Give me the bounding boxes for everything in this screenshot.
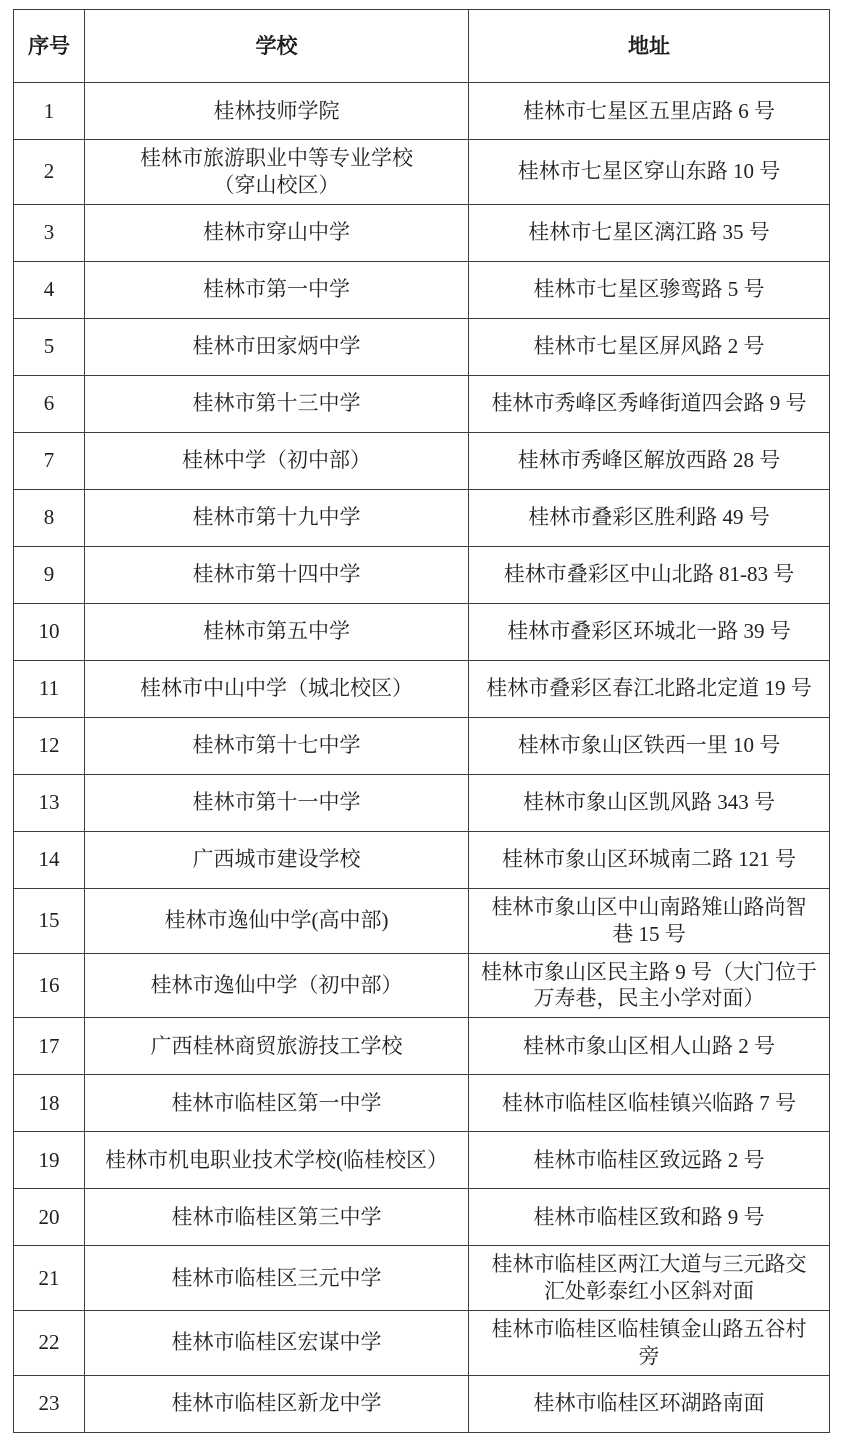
school-name: 桂林市第五中学 — [85, 603, 469, 660]
table-row — [14, 140, 830, 205]
school-address: 桂林市临桂区临桂镇金山路五谷村 旁 — [469, 1311, 830, 1376]
row-number: 12 — [14, 717, 85, 774]
school-name: 桂林技师学院 — [85, 83, 469, 140]
school-address: 桂林市七星区骖鸾路 5 号 — [469, 261, 830, 318]
school-address: 桂林市叠彩区胜利路 49 号 — [469, 489, 830, 546]
school-address: 桂林市叠彩区中山北路 81-83 号 — [469, 546, 830, 603]
school-address: 桂林市象山区相人山路 2 号 — [469, 1018, 830, 1075]
row-number: 5 — [14, 318, 85, 375]
school-address-table-container — [13, 9, 829, 1433]
school-address: 桂林市象山区民主路 9 号（大门位于 万寿巷，民主小学对面） — [469, 953, 830, 1018]
table-row — [14, 888, 830, 953]
school-name: 桂林市临桂区第一中学 — [85, 1075, 469, 1132]
school-name: 桂林市田家炳中学 — [85, 318, 469, 375]
row-number: 10 — [14, 603, 85, 660]
header-cell-school: 学校 — [85, 10, 469, 83]
school-name: 桂林中学（初中部） — [85, 432, 469, 489]
table-row — [14, 953, 830, 1018]
school-name: 桂林市机电职业技术学校(临桂校区） — [85, 1132, 469, 1189]
school-address: 桂林市七星区屏风路 2 号 — [469, 318, 830, 375]
row-number: 17 — [14, 1018, 85, 1075]
school-name: 桂林市中山中学（城北校区） — [85, 660, 469, 717]
school-address: 桂林市七星区五里店路 6 号 — [469, 83, 830, 140]
table-row — [14, 83, 830, 140]
row-number: 22 — [14, 1311, 85, 1376]
row-number: 19 — [14, 1132, 85, 1189]
table-row — [14, 1246, 830, 1311]
table-row — [14, 318, 830, 375]
row-number: 7 — [14, 432, 85, 489]
school-name: 桂林市临桂区宏谋中学 — [85, 1311, 469, 1376]
row-number: 3 — [14, 204, 85, 261]
row-number: 16 — [14, 953, 85, 1018]
school-name: 桂林市第十三中学 — [85, 375, 469, 432]
header-row — [14, 10, 830, 83]
row-number: 23 — [14, 1375, 85, 1432]
table-row — [14, 717, 830, 774]
row-number: 14 — [14, 831, 85, 888]
school-name: 桂林市穿山中学 — [85, 204, 469, 261]
row-number: 9 — [14, 546, 85, 603]
school-address: 桂林市秀峰区解放西路 28 号 — [469, 432, 830, 489]
school-address: 桂林市临桂区致远路 2 号 — [469, 1132, 830, 1189]
school-name: 桂林市旅游职业中等专业学校 （穿山校区） — [85, 140, 469, 205]
table-row — [14, 774, 830, 831]
table-row — [14, 375, 830, 432]
school-name: 桂林市逸仙中学(高中部) — [85, 888, 469, 953]
school-address: 桂林市七星区穿山东路 10 号 — [469, 140, 830, 205]
row-number: 6 — [14, 375, 85, 432]
school-name: 桂林市第十一中学 — [85, 774, 469, 831]
table-row — [14, 1075, 830, 1132]
school-name: 广西桂林商贸旅游技工学校 — [85, 1018, 469, 1075]
school-name: 桂林市第十九中学 — [85, 489, 469, 546]
row-number: 20 — [14, 1189, 85, 1246]
table-row — [14, 204, 830, 261]
table-row — [14, 603, 830, 660]
table-header — [14, 10, 830, 83]
school-address: 桂林市叠彩区春江北路北定道 19 号 — [469, 660, 830, 717]
row-number: 11 — [14, 660, 85, 717]
school-name: 桂林市第十七中学 — [85, 717, 469, 774]
table-row — [14, 1375, 830, 1432]
school-address: 桂林市临桂区两江大道与三元路交 汇处彰泰红小区斜对面 — [469, 1246, 830, 1311]
school-address: 桂林市临桂区临桂镇兴临路 7 号 — [469, 1075, 830, 1132]
school-address: 桂林市秀峰区秀峰街道四会路 9 号 — [469, 375, 830, 432]
table-row — [14, 1311, 830, 1376]
school-address: 桂林市象山区环城南二路 121 号 — [469, 831, 830, 888]
table-row — [14, 546, 830, 603]
table-row — [14, 660, 830, 717]
school-address: 桂林市七星区漓江路 35 号 — [469, 204, 830, 261]
school-address: 桂林市象山区凯风路 343 号 — [469, 774, 830, 831]
header-cell-address: 地址 — [469, 10, 830, 83]
row-number: 1 — [14, 83, 85, 140]
school-name: 桂林市临桂区三元中学 — [85, 1246, 469, 1311]
row-number: 21 — [14, 1246, 85, 1311]
table-body — [14, 83, 830, 1433]
table-row — [14, 489, 830, 546]
school-address: 桂林市象山区铁西一里 10 号 — [469, 717, 830, 774]
table-row — [14, 1132, 830, 1189]
row-number: 15 — [14, 888, 85, 953]
header-cell-index: 序号 — [14, 10, 85, 83]
row-number: 8 — [14, 489, 85, 546]
school-name: 桂林市逸仙中学（初中部） — [85, 953, 469, 1018]
school-address: 桂林市临桂区环湖路南面 — [469, 1375, 830, 1432]
school-name: 桂林市临桂区第三中学 — [85, 1189, 469, 1246]
school-name: 桂林市第一中学 — [85, 261, 469, 318]
table-row — [14, 1018, 830, 1075]
row-number: 4 — [14, 261, 85, 318]
school-address: 桂林市临桂区致和路 9 号 — [469, 1189, 830, 1246]
table-row — [14, 1189, 830, 1246]
row-number: 18 — [14, 1075, 85, 1132]
school-address: 桂林市象山区中山南路雉山路尚智 巷 15 号 — [469, 888, 830, 953]
school-name: 广西城市建设学校 — [85, 831, 469, 888]
row-number: 2 — [14, 140, 85, 205]
table-row — [14, 261, 830, 318]
school-name: 桂林市第十四中学 — [85, 546, 469, 603]
table-row — [14, 831, 830, 888]
school-address-table — [13, 9, 830, 1433]
row-number: 13 — [14, 774, 85, 831]
school-name: 桂林市临桂区新龙中学 — [85, 1375, 469, 1432]
school-address: 桂林市叠彩区环城北一路 39 号 — [469, 603, 830, 660]
table-row — [14, 432, 830, 489]
